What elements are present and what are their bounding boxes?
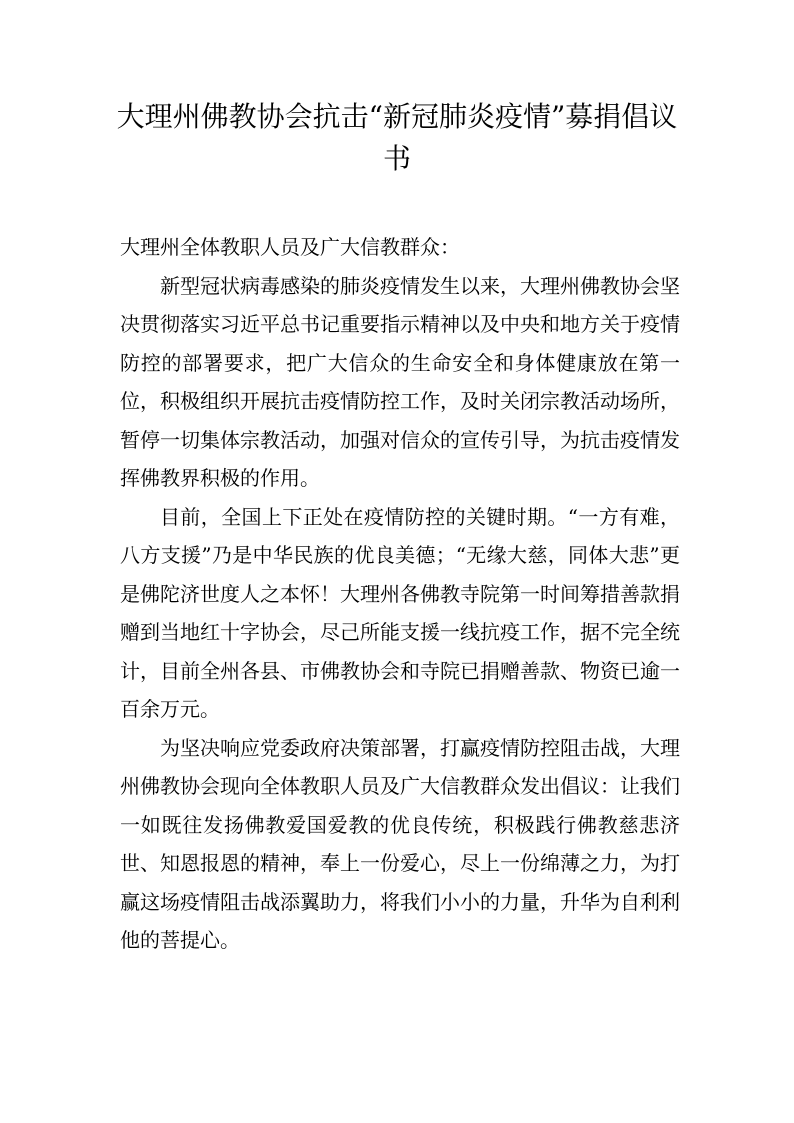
document-body	[120, 228, 680, 960]
paragraph-2: 目前，全国上下正处在疫情防控的关键时期。“一方有难，八方支援”乃是中华民族的优良美德；“无缘大慈，同体大悲”更是佛陀济世度人之本怀！大理州各佛教寺院第一时间筹措善款捐赠到当地红十字协会，尽己所能支援一线抗疫工作，据不完全统计，目前全州各县、市佛教协会和寺院已捐赠善款、物资已逾一百余万元。	[120, 504, 680, 721]
salutation: 大理州全体教职人员及广大信教群众：	[120, 235, 460, 259]
paragraph-3: 为坚决响应党委政府决策部署，打赢疫情防控阻击战，大理州佛教协会现向全体教职人员及广大信教群众发出倡议：让我们一如既往发扬佛教爱国爱教的优良传统，积极践行佛教慈悲济世、知恩报恩的精神，奉上一份爱心，尽上一份绵薄之力，为打赢这场疫情阻击战添翼助力，将我们小小的力量，升华为自利利他的菩提心。	[120, 735, 680, 952]
document-title: 大理州佛教协会抗击“新冠肺炎疫情”募捐倡议书	[116, 100, 678, 175]
paragraph-1: 新型冠状病毒感染的肺炎疫情发生以来，大理州佛教协会坚决贯彻落实习近平总书记重要指示精神以及中央和地方关于疫情防控的部署要求，把广大信众的生命安全和身体健康放在第一位，积极组织开展抗击疫情防控工作，及时关闭宗教活动场所，暂停一切集体宗教活动，加强对信众的宣传引导，为抗击疫情发挥佛教界积极的作用。	[120, 273, 680, 490]
